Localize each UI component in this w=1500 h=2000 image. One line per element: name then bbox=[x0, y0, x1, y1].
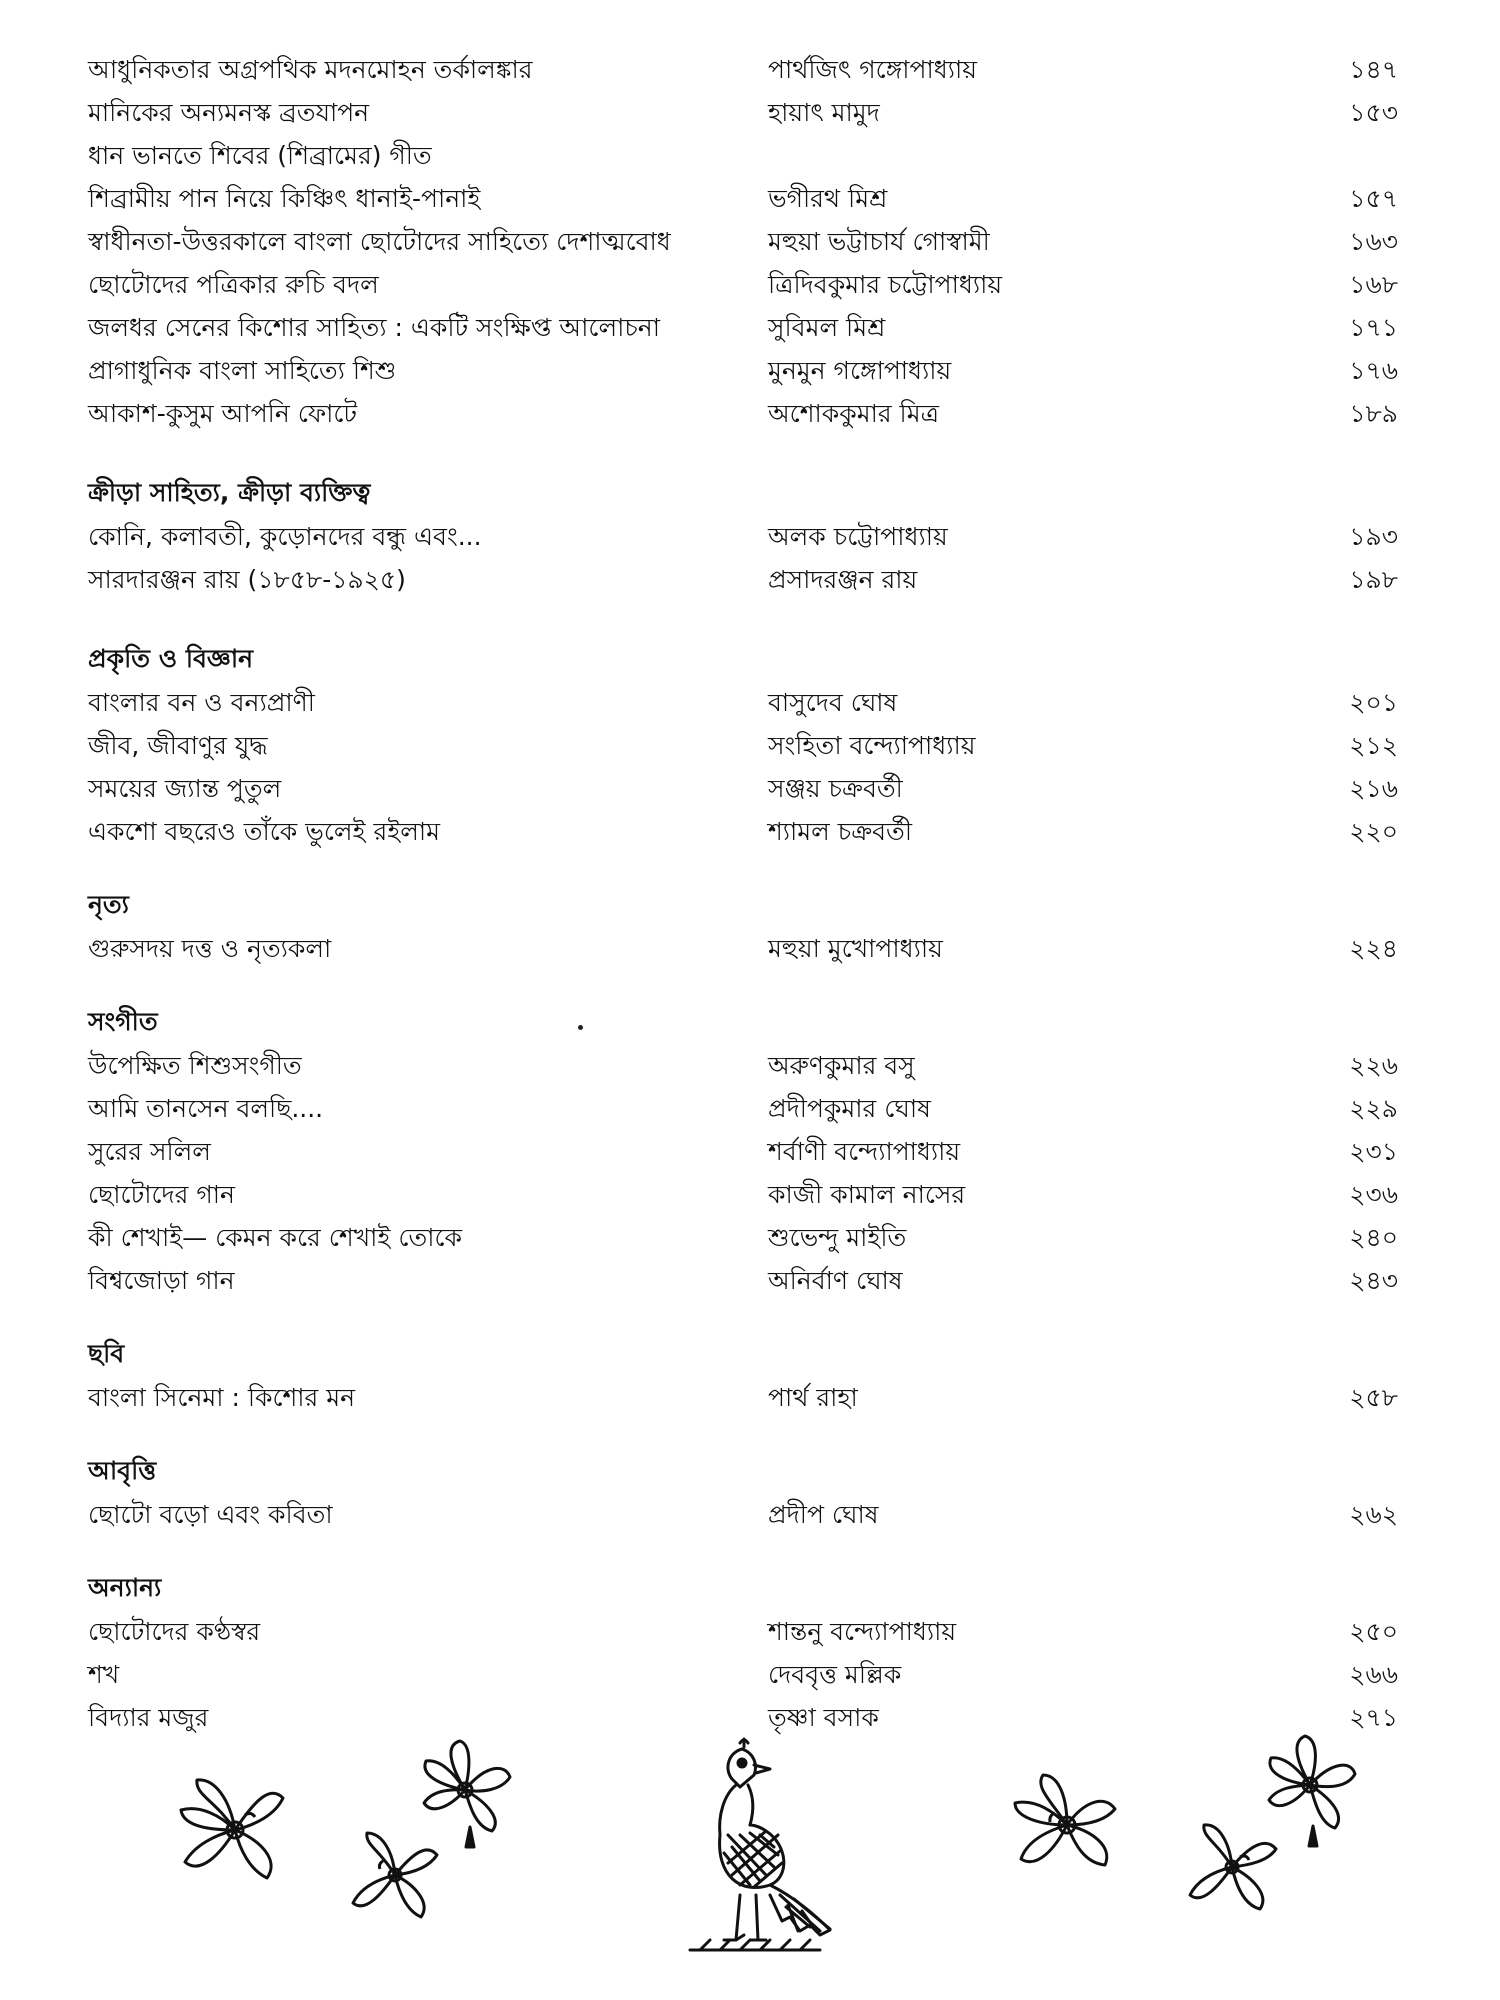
entry-page: ২২৬ bbox=[1349, 1051, 1398, 1080]
toc-entry bbox=[88, 1610, 1408, 1653]
toc-entry bbox=[88, 681, 1408, 724]
entry-page: ১৫৩ bbox=[1349, 98, 1398, 127]
entry-author: অলক চট্টোপাধ্যায় bbox=[768, 522, 948, 551]
flower-icon bbox=[1005, 1765, 1130, 1885]
toc-section-music bbox=[88, 1000, 1408, 1302]
toc-entry bbox=[88, 1087, 1408, 1130]
toc-entry bbox=[88, 48, 1408, 91]
toc-entry bbox=[88, 724, 1408, 767]
entry-page: ২২৯ bbox=[1349, 1094, 1398, 1123]
entry-title: আমি তানসেন বলছি.... bbox=[88, 1094, 324, 1123]
entry-page: ২৬৬ bbox=[1349, 1660, 1398, 1689]
toc-entry bbox=[88, 810, 1408, 853]
entry-author: শান্তনু বন্দ্যোপাধ্যায় bbox=[768, 1617, 957, 1646]
toc-entry bbox=[88, 927, 1408, 970]
toc-entry bbox=[88, 767, 1408, 810]
entry-page: ২৭১ bbox=[1349, 1703, 1398, 1732]
section-heading: প্রকৃতি ও বিজ্ঞান bbox=[88, 644, 254, 673]
entry-title: ছোটোদের গান bbox=[88, 1180, 235, 1209]
entry-page: ২১৬ bbox=[1349, 774, 1398, 803]
entry-page: ১৫৭ bbox=[1349, 184, 1398, 213]
section-heading: ছবি bbox=[88, 1339, 125, 1368]
toc-entry bbox=[88, 515, 1408, 558]
toc-entry bbox=[88, 91, 1408, 134]
entry-author: দেববৃত্ত মল্লিক bbox=[768, 1660, 902, 1689]
toc-entry bbox=[88, 1376, 1408, 1419]
toc-entry bbox=[88, 1653, 1408, 1696]
entry-title: বিদ্যার মজুর bbox=[88, 1703, 209, 1732]
entry-page: ২০১ bbox=[1349, 688, 1398, 717]
entry-author: প্রদীপকুমার ঘোষ bbox=[768, 1094, 931, 1123]
flower-icon bbox=[410, 1735, 520, 1850]
flower-icon bbox=[175, 1770, 295, 1890]
entry-page: ১৭৬ bbox=[1349, 356, 1398, 385]
toc-section-recitation bbox=[88, 1449, 1408, 1536]
toc-entry bbox=[88, 1173, 1408, 1216]
entry-title: কোনি, কলাবতী, কুড়োনদের বন্ধু এবং... bbox=[88, 522, 482, 551]
toc-entry bbox=[88, 1216, 1408, 1259]
entry-author: মহুয়া ভট্টাচার্য গোস্বামী bbox=[768, 227, 990, 256]
toc-entry bbox=[88, 1044, 1408, 1087]
entry-title: সারদারঞ্জন রায় (১৮৫৮-১৯২৫) bbox=[88, 565, 406, 594]
entry-title: গুরুসদয় দত্ত ও নৃত্যকলা bbox=[88, 934, 332, 963]
toc-entry bbox=[88, 1130, 1408, 1173]
entry-title: সময়ের জ্যান্ত পুতুল bbox=[88, 774, 282, 803]
entry-page: ২২০ bbox=[1349, 817, 1398, 846]
entry-page: ২২৪ bbox=[1349, 934, 1398, 963]
entry-title: উপেক্ষিত শিশুসংগীত bbox=[88, 1051, 302, 1080]
entry-title: ছোটোদের কণ্ঠস্বর bbox=[88, 1617, 261, 1646]
toc-entry bbox=[88, 558, 1408, 601]
entry-author: মহুয়া মুখোপাধ্যায় bbox=[768, 934, 943, 963]
entry-page: ২৫০ bbox=[1349, 1617, 1398, 1646]
entry-author: তৃষ্ণা বসাক bbox=[768, 1703, 879, 1732]
entry-author: মুনমুন গঙ্গোপাধ্যায় bbox=[768, 356, 952, 385]
entry-title: ছোটোদের পত্রিকার রুচি বদল bbox=[88, 270, 379, 299]
entry-page: ১৬৩ bbox=[1349, 227, 1398, 256]
entry-author: প্রদীপ ঘোষ bbox=[768, 1500, 879, 1529]
entry-title: জীব, জীবাণুর যুদ্ধ bbox=[88, 731, 268, 760]
entry-page: ২৩৬ bbox=[1349, 1180, 1398, 1209]
section-heading: ক্রীড়া সাহিত্য, ক্রীড়া ব্যক্তিত্ব bbox=[88, 478, 371, 507]
entry-page: ১৬৮ bbox=[1349, 270, 1398, 299]
entry-title: প্রাগাধুনিক বাংলা সাহিত্যে শিশু bbox=[88, 356, 397, 385]
toc-section-film bbox=[88, 1332, 1408, 1419]
entry-title: শিব্রামীয় পান নিয়ে কিঞ্চিৎ ধানাই-পানাই bbox=[88, 184, 481, 213]
entry-title: স্বাধীনতা-উত্তরকালে বাংলা ছোটোদের সাহিত্যে দেশাত্মবোধ bbox=[88, 227, 671, 256]
entry-author: বাসুদেব ঘোষ bbox=[768, 688, 898, 717]
decorative-artwork bbox=[0, 1730, 1500, 1980]
entry-page: ২৫৮ bbox=[1349, 1383, 1398, 1412]
entry-author: সঞ্জয় চক্রবর্তী bbox=[768, 774, 903, 803]
entry-title: শখ bbox=[88, 1660, 120, 1689]
table-of-contents bbox=[88, 48, 1408, 1739]
entry-page: ১৭১ bbox=[1349, 313, 1398, 342]
section-heading: আবৃত্তি bbox=[88, 1456, 157, 1485]
entry-title: সুরের সলিল bbox=[88, 1137, 211, 1166]
entry-author: প্রসাদরঞ্জন রায় bbox=[768, 565, 918, 594]
entry-title: একশো বছরেও তাঁকে ভুলেই রইলাম bbox=[88, 817, 441, 846]
entry-page: ১৪৭ bbox=[1349, 55, 1398, 84]
toc-entry bbox=[88, 392, 1408, 435]
section-heading: সংগীত bbox=[88, 1007, 158, 1036]
entry-title: মানিকের অন্যমনস্ক ব্রতযাপন bbox=[88, 98, 370, 127]
toc-entry bbox=[88, 134, 1408, 177]
entry-title: বাংলার বন ও বন্যপ্রাণী bbox=[88, 688, 315, 717]
entry-page: ২৪৩ bbox=[1349, 1266, 1398, 1295]
entry-author: শুভেন্দু মাইতি bbox=[768, 1223, 907, 1252]
entry-author: সুবিমল মিশ্র bbox=[768, 313, 886, 342]
entry-author: পার্থজিৎ গঙ্গোপাধ্যায় bbox=[768, 55, 977, 84]
entry-author: শর্বাণী বন্দ্যোপাধ্যায় bbox=[768, 1137, 961, 1166]
ink-speck bbox=[578, 1025, 583, 1030]
entry-title: কী শেখাই— কেমন করে শেখাই তোকে bbox=[88, 1223, 462, 1252]
entry-author: সংহিতা বন্দ্যোপাধ্যায় bbox=[768, 731, 976, 760]
entry-title: বিশ্বজোড়া গান bbox=[88, 1266, 235, 1295]
entry-title: আধুনিকতার অগ্রপথিক মদনমোহন তর্কালঙ্কার bbox=[88, 55, 533, 84]
section-heading: নৃত্য bbox=[88, 890, 129, 919]
entry-title: ছোটো বড়ো এবং কবিতা bbox=[88, 1500, 333, 1529]
entry-page: ১৮৯ bbox=[1349, 399, 1398, 428]
section-heading: অন্যান্য bbox=[88, 1573, 162, 1602]
toc-section-others bbox=[88, 1566, 1408, 1739]
entry-author: পার্থ রাহা bbox=[768, 1383, 858, 1412]
toc-entry bbox=[88, 1493, 1408, 1536]
entry-author: অশোককুমার মিত্র bbox=[768, 399, 939, 428]
toc-entry bbox=[88, 1259, 1408, 1302]
entry-author: হায়াৎ মামুদ bbox=[768, 98, 880, 127]
entry-author: অনির্বাণ ঘোষ bbox=[768, 1266, 903, 1295]
entry-page: ২৪০ bbox=[1349, 1223, 1398, 1252]
entry-author: ভগীরথ মিশ্র bbox=[768, 184, 888, 213]
entry-page: ২১২ bbox=[1349, 731, 1398, 760]
toc-section-continued bbox=[88, 48, 1408, 435]
toc-section-nature-science bbox=[88, 637, 1408, 853]
entry-page: ২৬২ bbox=[1349, 1500, 1398, 1529]
entry-title: ধান ভানতে শিবের (শিব্রামের) গীত bbox=[88, 141, 432, 170]
toc-entry bbox=[88, 306, 1408, 349]
toc-entry bbox=[88, 220, 1408, 263]
toc-entry bbox=[88, 177, 1408, 220]
entry-title: বাংলা সিনেমা : কিশোর মন bbox=[88, 1383, 356, 1412]
entry-page: ১৯৮ bbox=[1349, 565, 1398, 594]
toc-entry bbox=[88, 349, 1408, 392]
flower-icon bbox=[1255, 1730, 1365, 1850]
entry-author: অরুণকুমার বসু bbox=[768, 1051, 915, 1080]
entry-author: ত্রিদিবকুমার চট্টোপাধ্যায় bbox=[768, 270, 1003, 299]
entry-title: আকাশ-কুসুম আপনি ফোটে bbox=[88, 399, 358, 428]
toc-section-dance bbox=[88, 883, 1408, 970]
entry-author: কাজী কামাল নাসের bbox=[768, 1180, 966, 1209]
toc-section-sports bbox=[88, 471, 1408, 601]
entry-page: ১৯৩ bbox=[1349, 522, 1398, 551]
entry-page: ২৩১ bbox=[1349, 1137, 1398, 1166]
entry-author: শ্যামল চক্রবর্তী bbox=[768, 817, 912, 846]
toc-entry bbox=[88, 263, 1408, 306]
entry-title: জলধর সেনের কিশোর সাহিত্য : একটি সংক্ষিপ্ত আলোচনা bbox=[88, 313, 660, 342]
peacock-icon bbox=[670, 1735, 840, 1970]
